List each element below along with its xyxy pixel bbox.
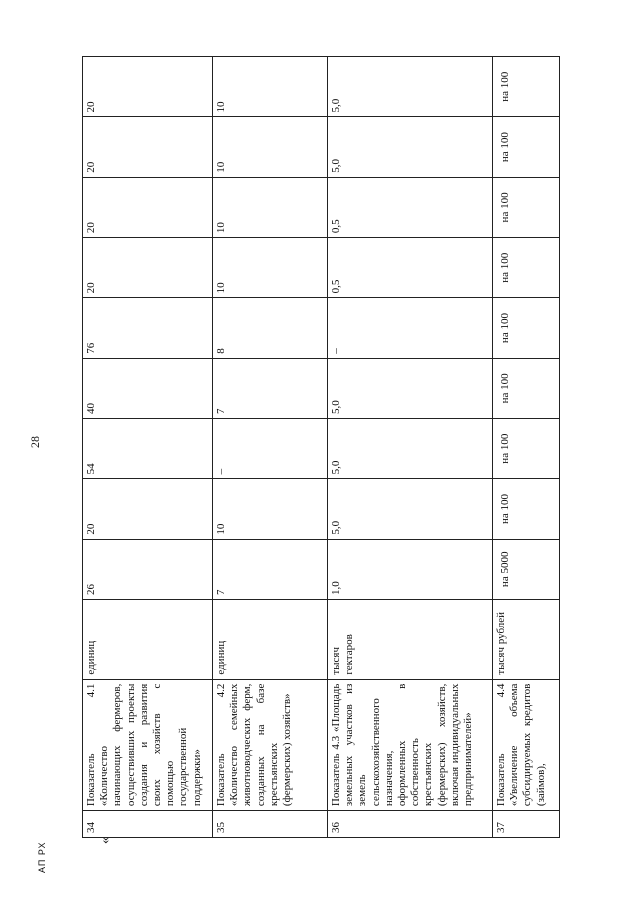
value-cell: [83, 238, 213, 298]
value-cell: [213, 539, 328, 599]
row-number: 35: [213, 811, 328, 838]
value-cell: [493, 177, 560, 237]
value-text: 5,0: [330, 159, 342, 173]
indicator-description: Показатель 4.3 «Площадь земельных участков из земель сельскохозяйственного назначения, оформленных в собственность крестьянских (фермерских) хозяйств, включая индивидуальных предпринимателей»: [328, 679, 493, 810]
value-text: 20: [85, 523, 97, 535]
value-cell: [328, 539, 493, 599]
value-cell: [213, 238, 328, 298]
value-text: 20: [85, 282, 97, 294]
unit-cell: тысяч гектаров: [328, 599, 493, 679]
target-text: на 100: [499, 192, 511, 223]
value-cell: [493, 479, 560, 539]
value-cell: [213, 298, 328, 358]
value-cell: [213, 479, 328, 539]
value-text: 20: [85, 101, 97, 113]
value-cell: [328, 298, 493, 358]
unit-cell: единиц: [213, 599, 328, 679]
value-cell: [213, 57, 328, 117]
value-text: –: [330, 348, 342, 354]
target-text: на 5000: [499, 551, 511, 588]
value-cell: [83, 539, 213, 599]
value-cell: [493, 57, 560, 117]
table-row: [328, 57, 493, 838]
row-number: 34: [83, 811, 213, 838]
value-text: 10: [215, 101, 227, 113]
target-text: на 100: [499, 433, 511, 464]
value-cell: [83, 479, 213, 539]
value-cell: [493, 238, 560, 298]
value-text: 10: [215, 282, 227, 294]
value-cell: [328, 117, 493, 177]
value-cell: [83, 177, 213, 237]
target-text: на 100: [499, 493, 511, 524]
page-number: 28: [28, 436, 42, 448]
value-cell: [83, 117, 213, 177]
value-cell: [328, 358, 493, 418]
indicators-table-wrapper: [82, 56, 559, 838]
value-cell: [328, 57, 493, 117]
value-text: 40: [85, 403, 97, 415]
value-text: 8: [215, 348, 227, 354]
value-text: 1,0: [330, 581, 342, 595]
value-text: 7: [215, 408, 227, 415]
unit-cell: единиц: [83, 599, 213, 679]
value-cell: [83, 298, 213, 358]
indicator-description: Показатель 4.2 «Количество семейных животноводческих ферм, созданных на базе крестьянских (фермерских) хозяйств»: [213, 679, 328, 810]
value-cell: [493, 358, 560, 418]
value-text: 10: [215, 222, 227, 234]
row-number: 37: [493, 811, 560, 838]
target-text: на 100: [499, 252, 511, 283]
value-text: 0,5: [330, 279, 342, 294]
target-text: на 100: [499, 71, 511, 102]
value-cell: [328, 238, 493, 298]
value-text: 10: [215, 161, 227, 173]
value-text: 5,0: [330, 460, 342, 475]
row-number: 36: [328, 811, 493, 838]
indicator-description: Показатель 4.4 «Увеличение объема субсидируемых кредитов (займов),: [493, 679, 560, 810]
target-text: на 100: [499, 132, 511, 163]
value-cell: [328, 479, 493, 539]
value-text: 5,0: [330, 520, 342, 535]
value-text: 5,0: [330, 98, 342, 113]
value-cell: [213, 177, 328, 237]
value-cell: [83, 358, 213, 418]
target-text: на 100: [499, 373, 511, 404]
value-text: 76: [85, 342, 97, 354]
unit-cell: тысяч рублей: [493, 599, 560, 679]
value-cell: [493, 539, 560, 599]
value-cell: [493, 298, 560, 358]
value-cell: [328, 419, 493, 479]
table-row: [213, 57, 328, 838]
value-text: 54: [85, 463, 97, 475]
value-text: 7: [215, 589, 227, 595]
indicators-table: [82, 56, 560, 838]
value-cell: [213, 358, 328, 418]
value-text: 26: [85, 583, 97, 595]
value-text: 20: [85, 222, 97, 234]
value-text: 0,5: [330, 219, 342, 234]
value-text: –: [215, 468, 227, 475]
value-cell: [83, 419, 213, 479]
value-cell: [328, 177, 493, 237]
value-text: 20: [85, 161, 97, 173]
value-text: 5,0: [330, 400, 342, 415]
indicator-description: Показатель 4.1 «Количество начинающих фермеров, осуществивших проекты создания и развития своих хозяйств с помощью государственной поддержки»: [83, 679, 213, 810]
value-text: 10: [215, 523, 227, 535]
quote-mark: «: [98, 837, 113, 844]
value-cell: [493, 419, 560, 479]
corner-note: АП РХ: [37, 841, 47, 873]
value-cell: [83, 57, 213, 117]
target-text: на 100: [499, 313, 511, 344]
table-row: [83, 57, 213, 838]
value-cell: [213, 117, 328, 177]
value-cell: [213, 419, 328, 479]
table-row: [493, 57, 560, 838]
value-cell: [493, 117, 560, 177]
